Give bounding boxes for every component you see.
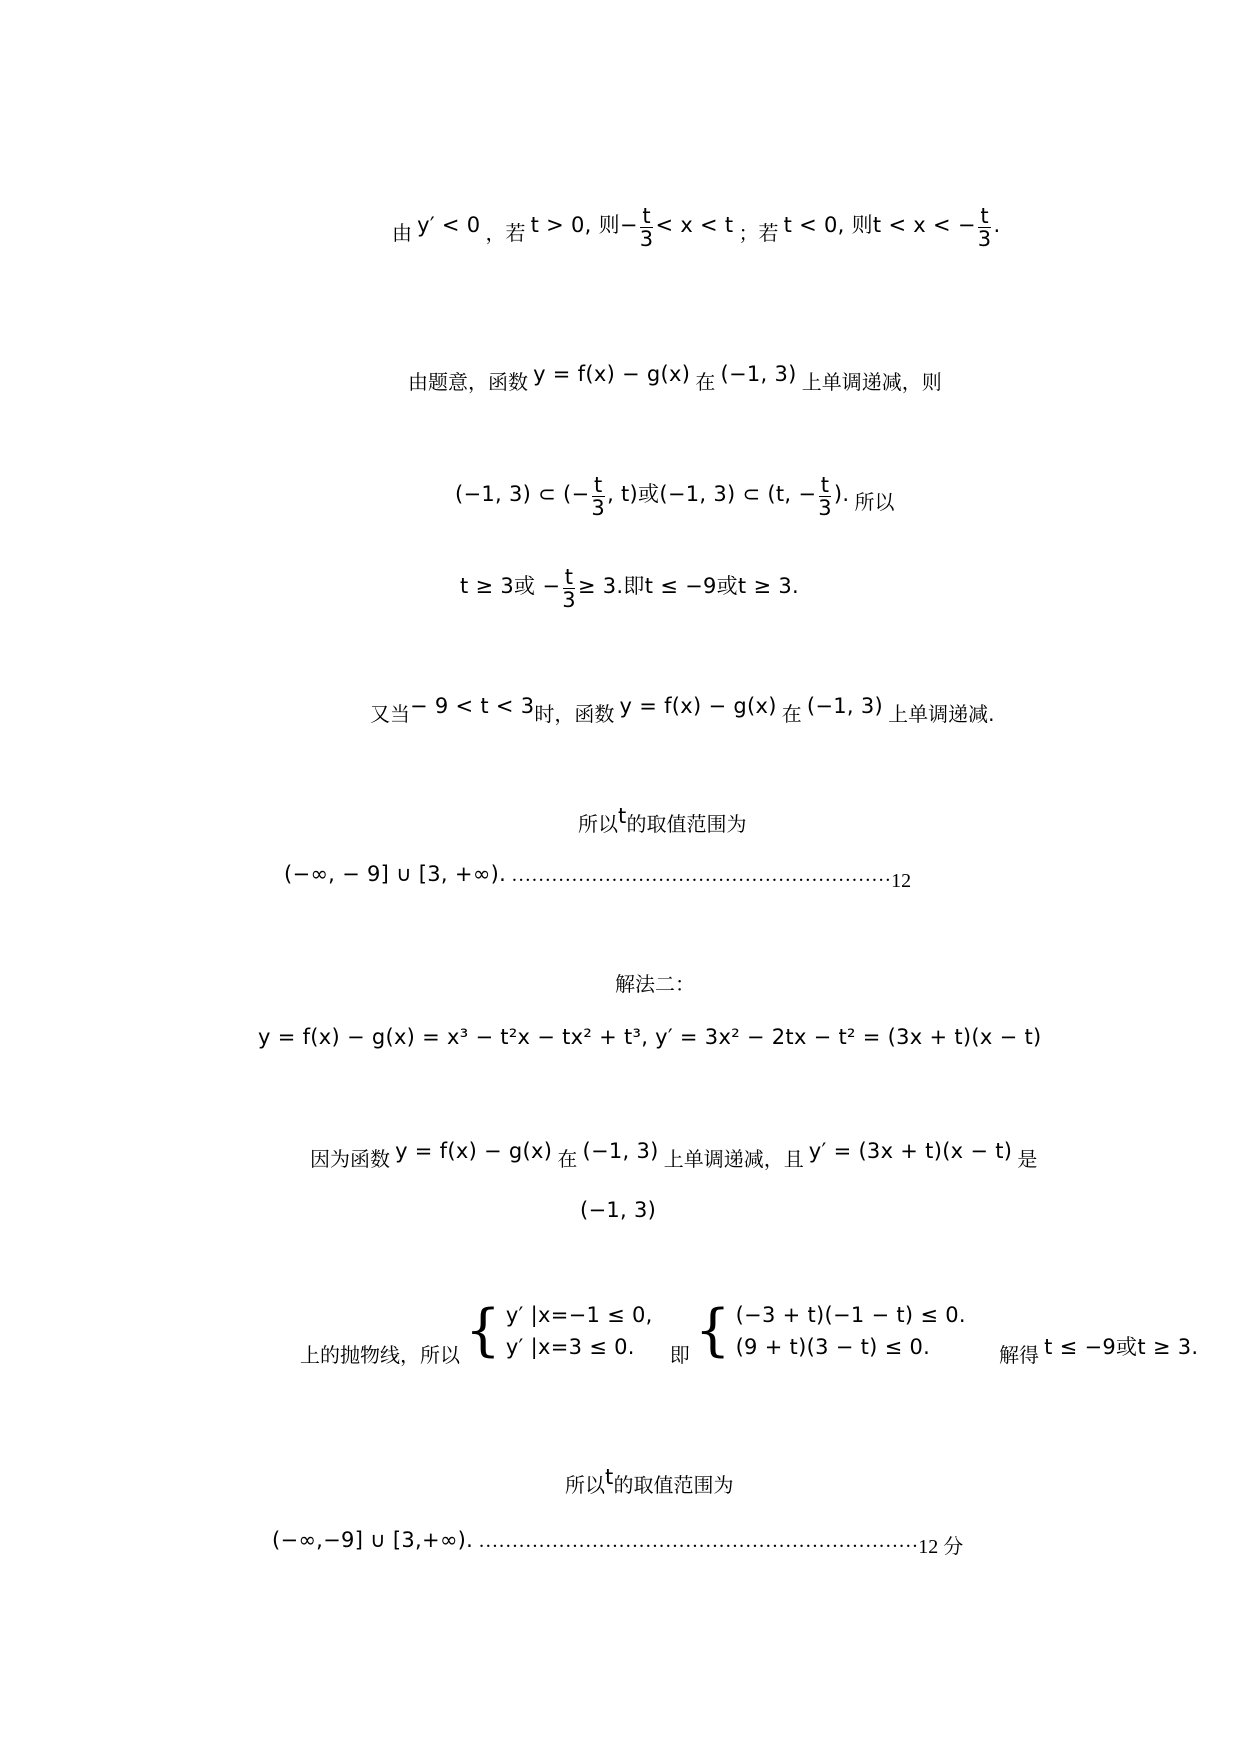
text: 上单调递减. (888, 702, 995, 726)
math: , t)或(−1, 3) ⊂ (t, − (607, 482, 817, 507)
line-1 (392, 205, 1000, 250)
line-11 (580, 1198, 656, 1222)
dot-leader: ………………………………………………… (511, 864, 892, 886)
text: 解得 (998, 1343, 1039, 1367)
math: (−∞,−9] ∪ [3,+∞). (272, 1528, 474, 1552)
math: t ≤ −9或t ≥ 3. (1044, 1335, 1199, 1359)
text: 由题意，函数 (408, 370, 528, 394)
math: ≥ 3.即t ≤ −9或t ≥ 3. (577, 574, 799, 599)
text: ，若 (485, 221, 526, 246)
line-10 (310, 1135, 1038, 1171)
math: y = f(x) − g(x) (619, 694, 777, 718)
score: 12 分 (918, 1536, 964, 1558)
section-heading: 解法二： (615, 972, 695, 996)
math: < x < t (655, 213, 734, 238)
math: (−1, 3) (806, 694, 884, 718)
math: (−∞, − 9] ∪ [3, +∞). (284, 862, 507, 886)
math: (−1, 3) (580, 1198, 657, 1222)
left-brace: { (694, 1298, 731, 1364)
dot-leader: ………………………………………………………… (478, 1530, 919, 1552)
line-8 (615, 968, 695, 997)
fraction-t-over-3: $\frac{t}{3}$ (639, 204, 654, 252)
text: 上单调递减，则 (801, 370, 942, 394)
math: y′ = (3x + t)(x − t) (808, 1139, 1013, 1163)
text: 在 (695, 370, 716, 394)
score: 12 (891, 870, 912, 892)
math: ). (833, 482, 850, 507)
line-3 (455, 474, 894, 519)
fraction-t-over-3: $\frac{t}{3}$ (977, 204, 992, 252)
text: 在 (781, 702, 802, 726)
fraction-t-over-3: $\frac{t}{3}$ (591, 473, 606, 521)
line-9 (258, 1025, 1041, 1049)
math: t < 0, 则t < x < − (783, 213, 976, 238)
math: t (618, 804, 627, 828)
text: 因为函数 (310, 1147, 390, 1171)
math: y′ < 0 (417, 213, 481, 238)
math: t (605, 1465, 614, 1489)
math: y = f(x) − g(x) (533, 362, 691, 386)
math: y = f(x) − g(x) = x³ − t²x − tx² + t³, y′ = 3x² − 2tx − t² = (3x + t)(x − t) (258, 1025, 1042, 1049)
left-brace: { (465, 1298, 501, 1364)
math: t ≥ 3或 − (460, 574, 561, 599)
math: y = f(x) − g(x) (395, 1139, 553, 1163)
text: 所以 (854, 490, 895, 515)
text: 的取值范围为 (626, 812, 747, 836)
line-5 (370, 690, 995, 726)
line-7 (284, 862, 912, 892)
math: (−1, 3) (720, 362, 797, 386)
line-2 (408, 358, 942, 394)
line-4 (460, 566, 799, 611)
math: (−1, 3) (582, 1139, 659, 1163)
math: − 9 < t < 3 (410, 694, 535, 718)
math: − (619, 213, 638, 238)
math: . (993, 213, 1001, 238)
text: 在 (557, 1147, 578, 1171)
text: 的取值范围为 (613, 1473, 734, 1497)
text: 上的抛物线，所以 (300, 1343, 460, 1367)
text: 是 (1017, 1147, 1038, 1171)
line-6 (578, 800, 747, 836)
text: 即 (669, 1343, 690, 1367)
text: 由 (392, 221, 412, 246)
text: 所以 (578, 812, 618, 836)
text: 时，函数 (534, 702, 615, 726)
inequality-system-1: y′ |x=−1 ≤ 0, y′ |x=3 ≤ 0. (505, 1303, 653, 1359)
text: 所以 (565, 1473, 605, 1497)
math: (−1, 3) ⊂ (− (455, 482, 590, 507)
text: ；若 (738, 221, 779, 246)
text: 又当 (370, 702, 410, 726)
fraction-t-over-3: $\frac{t}{3}$ (562, 565, 576, 613)
line-13 (565, 1461, 734, 1497)
line-14 (272, 1524, 964, 1558)
line-12 (300, 1298, 1199, 1367)
text: 上单调递减，且 (663, 1147, 804, 1171)
math: t > 0, 则 (530, 213, 620, 238)
inequality-system-2: (−3 + t)(−1 − t) ≤ 0. (9 + t)(3 − t) ≤ 0. (735, 1303, 966, 1359)
fraction-t-over-3: $\frac{t}{3}$ (818, 473, 832, 521)
